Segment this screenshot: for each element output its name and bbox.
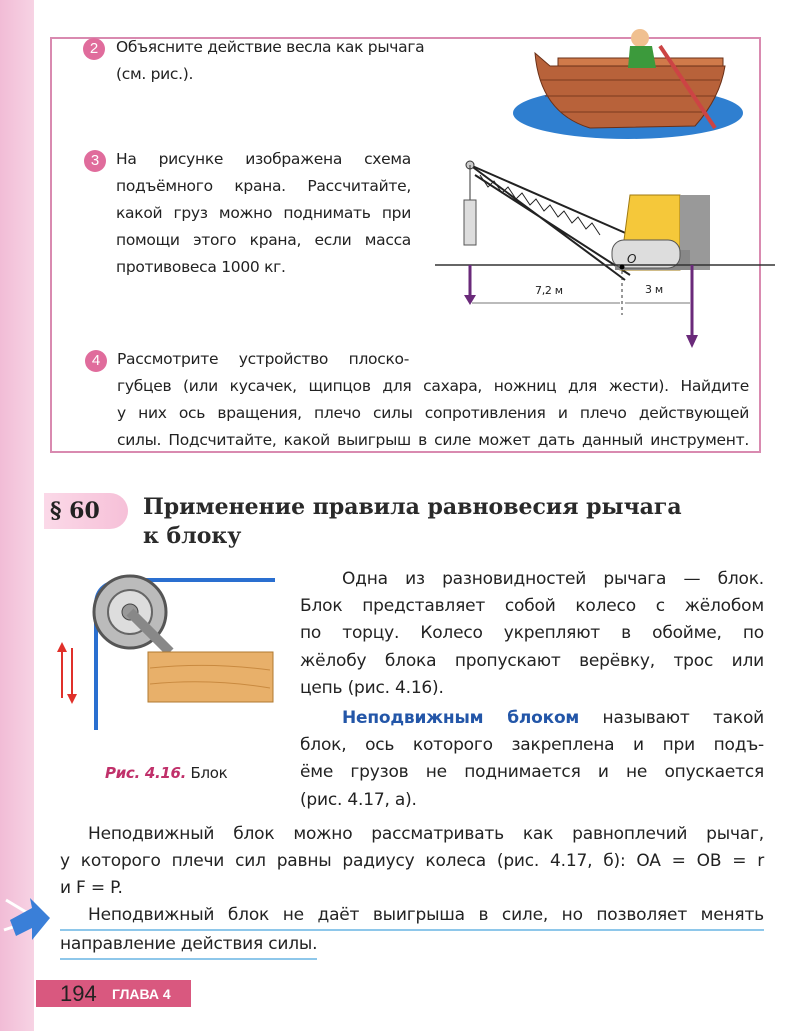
pulley-block-figure [40,570,280,735]
rowing-boat-illustration [510,28,750,143]
task-4-text [117,346,749,454]
text-line: Неподвижный блок не даёт выигрыша в силе, но позволяет менять [60,902,764,931]
text-line: у которого плечи сил равны радиусу колеса (рис. 4.17, б): OA = OB = r [60,851,764,872]
term-fixed-block: Неподвижным блоком [342,708,580,728]
text-line: и F = P. [60,878,123,899]
task-number-2: 2 [83,38,105,60]
text-line: направление действия силы. [60,931,317,960]
paragraph-3 [60,821,764,903]
pivot-label: O [627,252,637,266]
task-2-text [116,34,424,88]
paragraph-1 [300,566,764,702]
text-line: Объясните действие весла как рычага [116,38,425,56]
text-fragment: называют такой [579,708,764,728]
text-line: Неподвижный блок можно рассматривать как равноплечий рычаг, [88,824,764,844]
page-margin-strip [0,0,34,1031]
title-line: к блоку [143,523,242,549]
text-line: блок, ось которого закреплена и при подъ- [300,735,764,756]
task-number-4: 4 [85,350,107,372]
title-line: Применение правила равновесия рычага [143,494,682,520]
section-title [143,493,682,551]
text-line: подъёмного крана. Рассчитайте, [116,177,411,195]
text-line: какой груз можно поднимать при [116,204,411,222]
text-line: (см. рис.). [116,65,194,83]
key-point-text [60,902,764,960]
text-line: помощи этого крана, если масса [116,231,411,249]
crane-diagram [430,155,780,355]
key-point-arrow-icon [2,890,54,950]
text-line: На рисунке изображена схема [116,150,411,168]
page-number: 194 [60,981,97,1006]
paragraph-2 [300,705,764,814]
text-line: цепь (рис. 4.16). [300,677,444,698]
caption-label: Рис. 4.16. [105,764,187,782]
text-line: Одна из разновидностей рычага — блок. [342,569,764,589]
right-distance-label: 3 м [645,283,663,296]
text-line: силы. Подсчитайте, какой выигрыш в силе может дать данный инструмент. [117,431,749,449]
figure-caption [105,760,227,787]
text-line: ёме грузов не поднимается и не опускается [300,762,764,783]
task-3-text [116,146,411,281]
left-distance-label: 7,2 м [535,284,563,297]
section-number: § 60 [44,493,128,529]
caption-text: Блок [190,764,228,782]
task-number-3: 3 [84,150,106,172]
text-line: Блок представляет собой колесо с жёлобом [300,596,764,617]
text-line: противовеса 1000 кг. [116,258,286,276]
page-footer [36,980,191,1007]
chapter-label: ГЛАВА 4 [112,986,171,1002]
text-line: (рис. 4.17, а). [300,789,417,810]
text-line: губцев (или кусачек, щипцов для сахара, ножниц для жести). Найдите [117,377,749,395]
text-line: Рассмотрите устройство плоско- [117,350,409,368]
text-line: по торцу. Колесо укрепляют в обойме, по [300,623,764,644]
text-line: жёлобу блока пропускают верёвку, трос или [300,650,764,671]
text-line: у них ось вращения, плечо силы сопротивления и плечо действующей [117,404,749,422]
